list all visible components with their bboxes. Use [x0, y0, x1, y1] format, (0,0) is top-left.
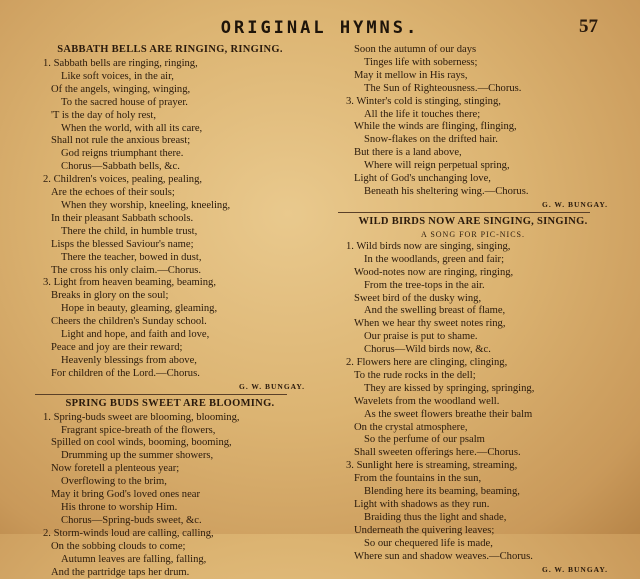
verse-line: In the woodlands, green and fair;	[364, 253, 505, 265]
verse-line: Where sun and shadow weaves.—Chorus.	[354, 550, 533, 562]
verse-line: 3. Winter's cold is stinging, stinging,	[346, 95, 501, 107]
verse-line: Shall not rule the anxious breast;	[51, 135, 191, 147]
verse-line: Breaks in glory on the soul;	[51, 290, 169, 302]
verse-line: When the world, with all its care,	[61, 122, 203, 134]
author-credit: G. W. BUNGAY.	[541, 199, 608, 209]
verse-line: But there is a land above,	[354, 147, 462, 159]
verse-line: The Sun of Righteousness.—Chorus.	[364, 82, 522, 94]
verse-line: Now foretell a plenteous year;	[51, 463, 180, 475]
verse-line: Light of God's unchanging love,	[354, 173, 491, 185]
verse-line: On the crystal atmosphere,	[354, 421, 468, 433]
verse-line: 2. Children's voices, pealing, pealing,	[43, 174, 203, 186]
verse-line: When we hear thy sweet notes ring,	[354, 318, 506, 330]
verse-line: 1. Sabbath bells are ringing, ringing,	[43, 58, 198, 69]
verse-line: Snow-flakes on the drifted hair.	[364, 134, 498, 146]
verse-line: From the tree-tops in the air.	[364, 279, 485, 291]
verse-line: Chorus—Wild birds now, &c.	[364, 344, 491, 356]
verse-line: Wavelets from the woodland well.	[354, 395, 500, 407]
verse-line: Chorus—Sabbath bells, &c.	[61, 161, 180, 173]
verse-line: Light and hope, and faith and love,	[61, 329, 210, 341]
verse-line: Lisps the blessed Saviour's name;	[51, 238, 194, 250]
verse-line: 1. Wild birds now are singing, singing,	[346, 240, 511, 252]
page-number: 57	[579, 16, 598, 37]
verse-line: All the life it touches there;	[364, 108, 481, 120]
hymn-subtitle: A SONG FOR PIC-NICS.	[420, 229, 526, 239]
verse-line: Shall sweeten offerings here.—Chorus.	[354, 447, 521, 459]
verse-line: The cross his only claim.—Chorus.	[51, 264, 202, 276]
verse-line: So the perfume of our psalm	[364, 434, 485, 446]
verse-line: Are the echoes of their souls;	[51, 187, 175, 199]
verse-line: Our praise is put to shame.	[364, 331, 478, 343]
author-credit: G. W. BUNGAY.	[238, 381, 305, 391]
hymn-title: SPRING BUDS SWEET ARE BLOOMING.	[65, 397, 275, 409]
verse-line: May it bring God's loved ones near	[51, 489, 201, 501]
verse-line: Like soft voices, in the air,	[61, 70, 174, 82]
verse-line: When they worship, kneeling, kneeling,	[61, 199, 231, 211]
running-title: ORIGINAL HYMNS.	[220, 18, 420, 38]
hymn-verses	[338, 44, 608, 199]
verse-line: Drumming up the summer showers,	[61, 450, 214, 462]
hymn-verses	[338, 241, 608, 564]
page-header	[0, 18, 640, 40]
verse-line: His throne to worship Him.	[61, 502, 178, 513]
verse-line: While the winds are flinging, flinging,	[354, 121, 517, 133]
verse-line: Fragrant spice-breath of the flowers,	[61, 424, 216, 436]
hymn-verses	[35, 412, 305, 579]
left-column	[35, 44, 305, 579]
verse-line: Peace and joy are their reward;	[51, 341, 183, 353]
hymn-verses	[35, 58, 305, 381]
verse-line: Spilled on cool winds, booming, booming,	[51, 437, 232, 449]
verse-line: Light with shadows as they run.	[354, 499, 490, 510]
divider	[35, 394, 287, 395]
verse-line: And the swelling breast of flame,	[364, 305, 506, 317]
verse-line: 3. Sunlight here is streaming, streaming,	[346, 460, 518, 472]
verse-line: There the teacher, bowed in dust,	[61, 251, 202, 263]
verse-line: From the fountains in the sun,	[354, 473, 482, 485]
verse-line: 'T is the day of holy rest,	[51, 109, 156, 121]
verse-line: Cheers the children's Sunday school.	[51, 316, 207, 328]
verse-line: Beneath his sheltering wing.—Chorus.	[364, 185, 529, 197]
verse-line: 2. Flowers here are clinging, clinging,	[346, 357, 508, 369]
verse-line: 1. Spring-buds sweet are blooming, blooming,	[43, 411, 240, 423]
verse-line: As the sweet flowers breathe their balm	[364, 408, 533, 420]
verse-line: There the child, in humble trust,	[61, 225, 198, 237]
verse-line: For children of the Lord.—Chorus.	[51, 367, 200, 379]
verse-line: Where will reign perpetual spring,	[364, 160, 510, 172]
right-column	[338, 44, 608, 574]
verse-line: To the rude rocks in the dell;	[354, 369, 476, 381]
verse-line: 2. Storm-winds loud are calling, calling,	[43, 527, 214, 539]
hymn-title: WILD BIRDS NOW ARE SINGING, SINGING.	[358, 215, 588, 227]
verse-line: God reigns triumphant there.	[61, 148, 184, 160]
verse-line: Wood-notes now are ringing, ringing,	[354, 266, 514, 278]
verse-line: In their pleasant Sabbath schools.	[51, 212, 194, 224]
verse-line: Tinges life with soberness;	[364, 56, 478, 68]
verse-line: Of the angels, winging, winging,	[51, 83, 191, 95]
verse-line: Heavenly blessings from above,	[61, 354, 197, 366]
verse-line: So our chequered life is made,	[364, 537, 493, 549]
verse-line: Sweet bird of the dusky wing,	[354, 292, 482, 304]
verse-line: Braiding thus the light and shade,	[364, 511, 507, 523]
author-credit: G. W. BUNGAY.	[541, 564, 608, 574]
verse-line: Hope in beauty, gleaming, gleaming,	[61, 303, 218, 315]
verse-line: Autumn leaves are falling, falling,	[61, 553, 207, 565]
verse-line: Overflowing to the brim,	[61, 476, 167, 488]
verse-line: On the sobbing clouds to come;	[51, 540, 186, 552]
verse-line: Underneath the quivering leaves;	[354, 524, 495, 536]
verse-line: They are kissed by springing, springing,	[364, 382, 535, 394]
verse-line: Chorus—Spring-buds sweet, &c.	[61, 514, 202, 526]
verse-line: May it mellow in His rays,	[354, 69, 468, 81]
verse-line: Blending here its beaming, beaming,	[364, 486, 520, 498]
hymn-title: SABBATH BELLS ARE RINGING, RINGING.	[57, 44, 283, 55]
verse-line: Soon the autumn of our days	[354, 44, 477, 55]
verse-line: 3. Light from heaven beaming, beaming,	[43, 277, 216, 289]
verse-line: And the partridge taps her drum.	[51, 566, 190, 578]
verse-line: To the sacred house of prayer.	[61, 96, 188, 108]
divider	[338, 212, 590, 213]
